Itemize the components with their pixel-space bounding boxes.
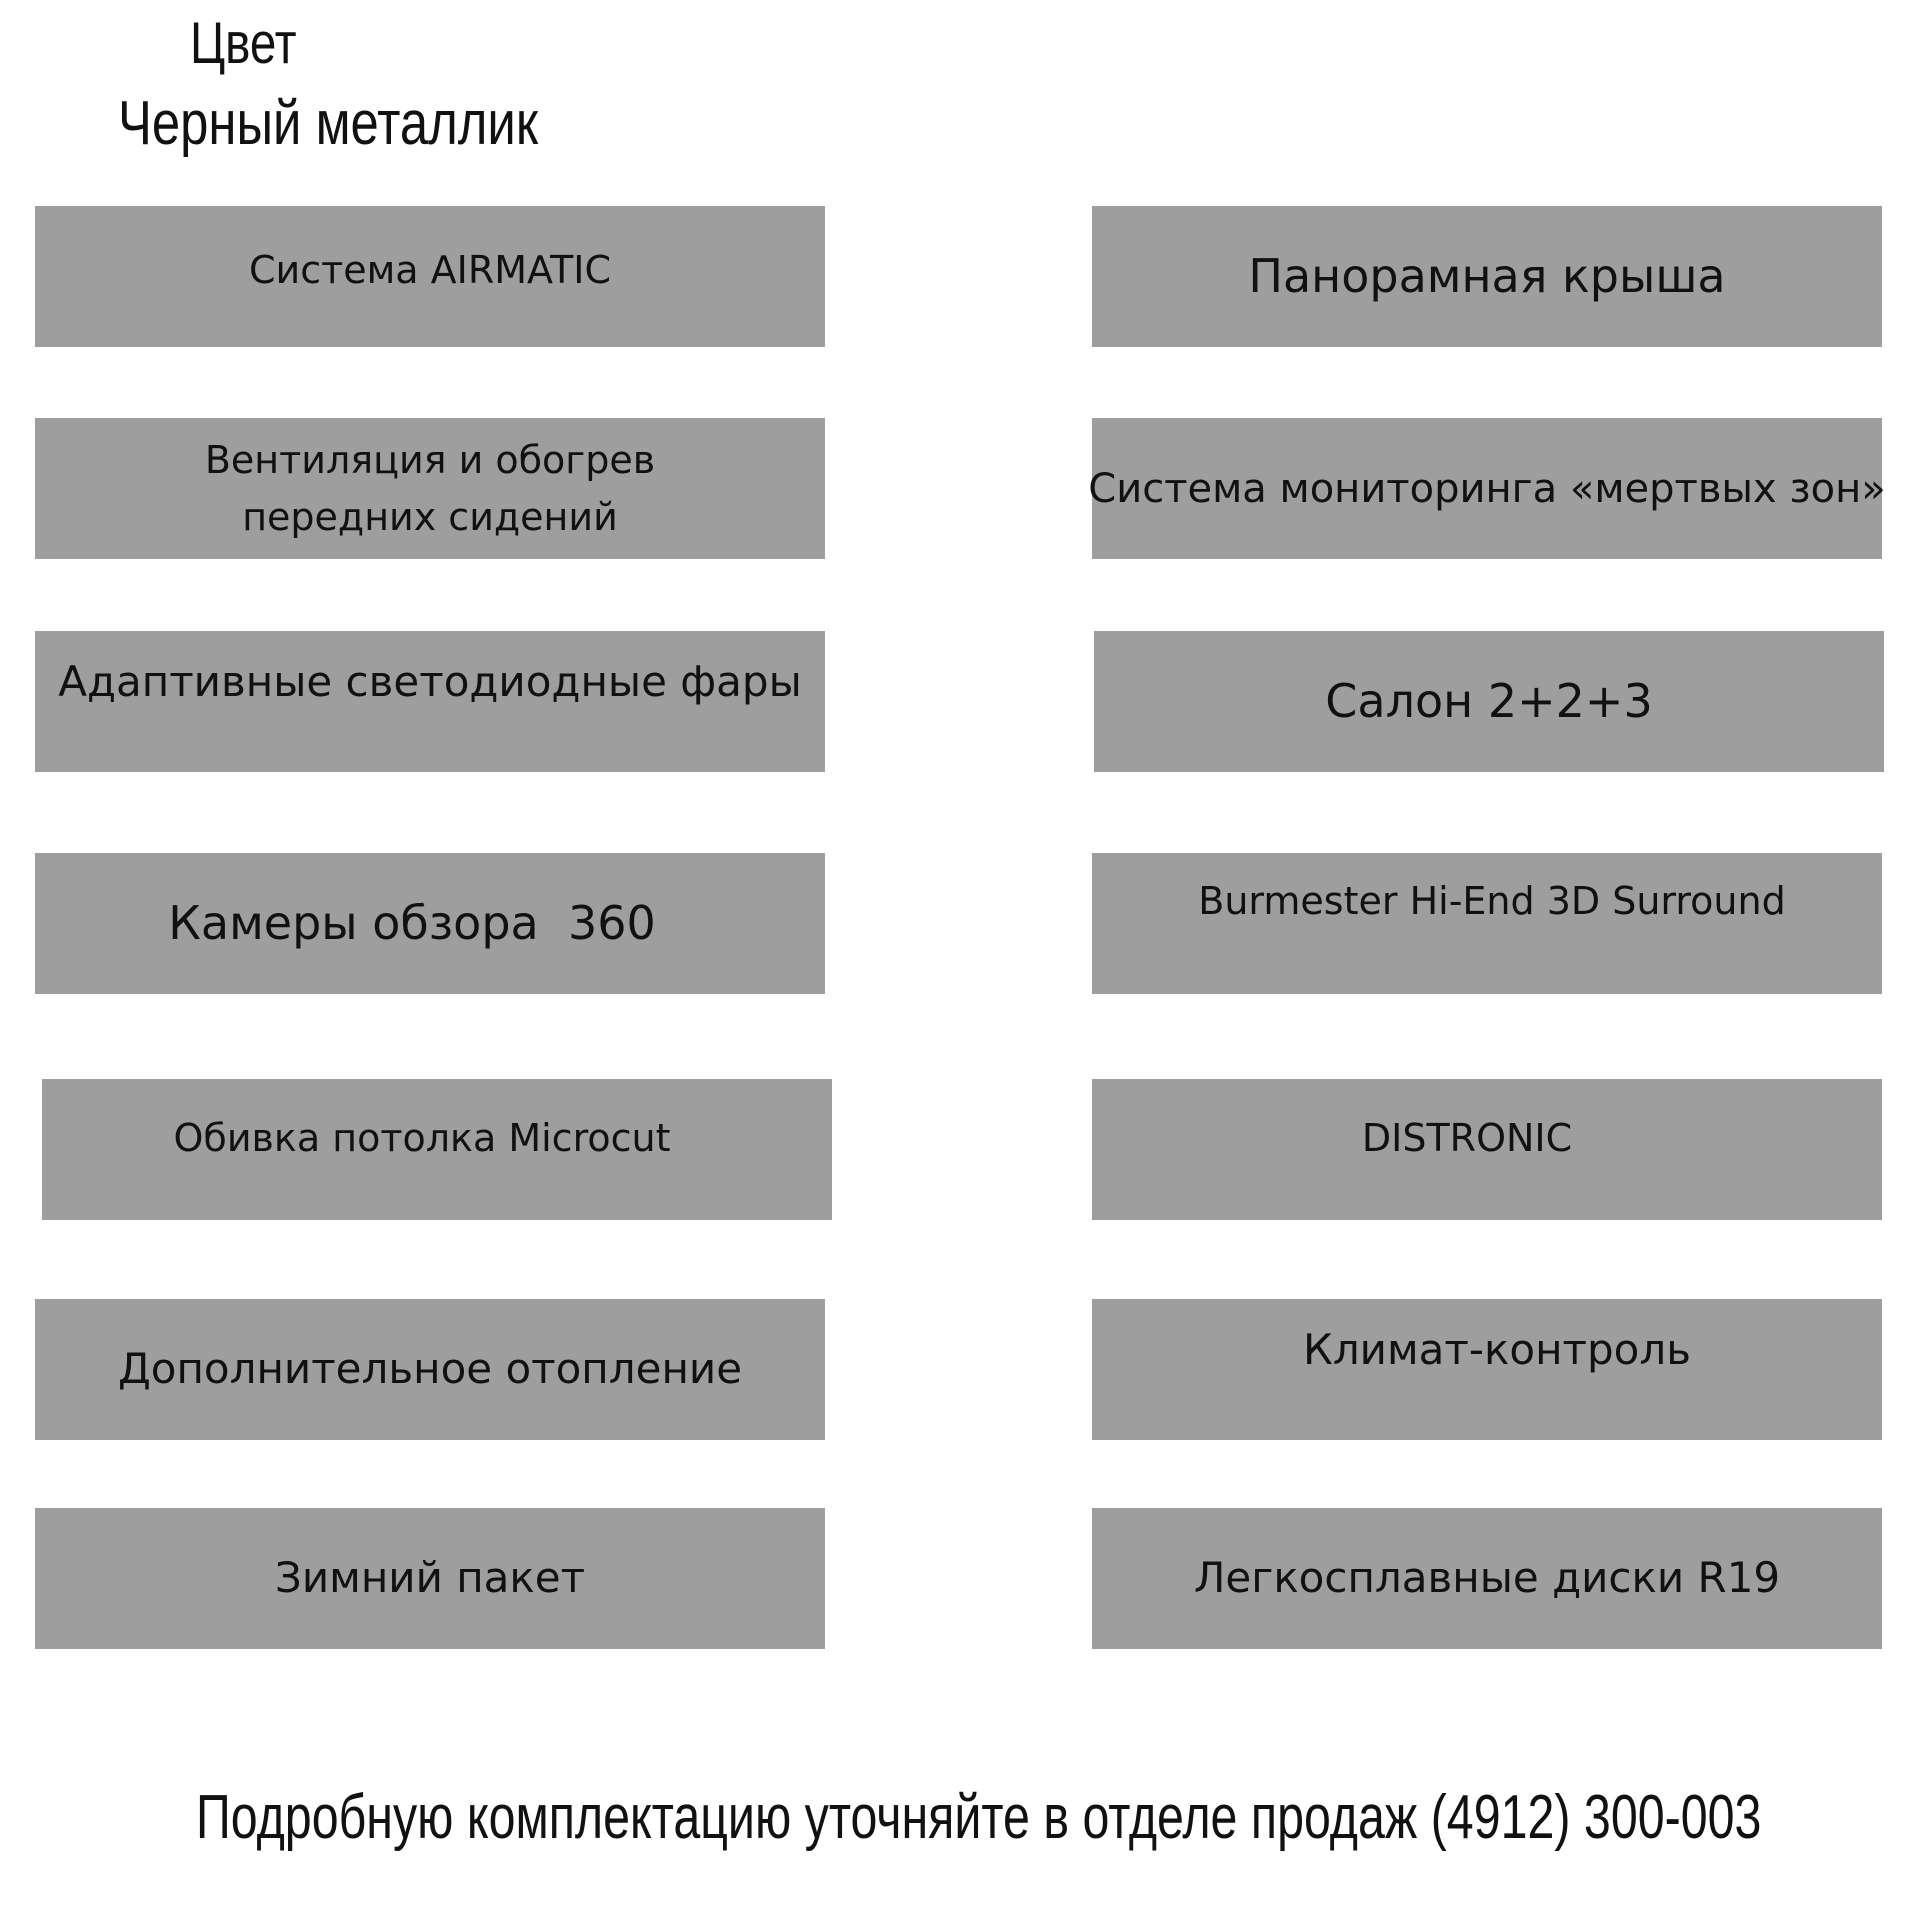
feature-tile-winter-package [35,1508,825,1649]
feature-tile-seat-ventilation [35,418,825,559]
feature-label-line-2: передних сидений [242,494,618,539]
feature-label: Burmester Hi-End 3D Surround [1198,879,1786,923]
feature-tile-climate-control [1092,1299,1882,1440]
feature-label: Система мониторинга «мертвых зон» [1088,465,1886,512]
sales-contact-note: Подробную комплектацию уточняйте в отделе продаж (4912) 300-003 [196,1783,1762,1852]
feature-label: Система AIRMATIC [248,247,612,292]
feature-tile-adaptive-headlights [35,631,825,772]
feature-tile-panoramic-roof [1092,206,1882,347]
feature-label: Зимний пакет [274,1553,586,1603]
feature-label: Климат-контроль [1303,1325,1691,1374]
feature-tile-blind-spot-monitoring [1088,418,1886,559]
feature-tile-alloy-wheels [1092,1508,1882,1649]
feature-tile-distronic [1092,1079,1882,1220]
feature-tile-burmester-audio [1092,853,1882,994]
feature-tile-airmatic [35,206,825,347]
feature-tile-microcut-headliner [42,1079,832,1220]
feature-label: Дополнительное отопление [117,1344,743,1394]
feature-label: Салон 2+2+3 [1325,674,1653,729]
feature-label: DISTRONIC [1361,1115,1573,1160]
feature-label: Легкосплавные диски R19 [1193,1553,1781,1603]
feature-tile-additional-heating [35,1299,825,1440]
feature-label: Камеры обзора 360 [168,896,656,951]
feature-tile-360-cameras [35,853,825,994]
color-value: Черный металлик [118,89,539,158]
color-label: Цвет [190,11,297,76]
feature-label: Панорамная крыша [1248,249,1726,304]
feature-tile-seating-layout [1094,631,1884,772]
feature-label: Обивка потолка Microcut [173,1115,671,1160]
feature-label-line-1: Вентиляция и обогрев [204,437,656,482]
feature-label: Адаптивные светодиодные фары [58,657,802,706]
